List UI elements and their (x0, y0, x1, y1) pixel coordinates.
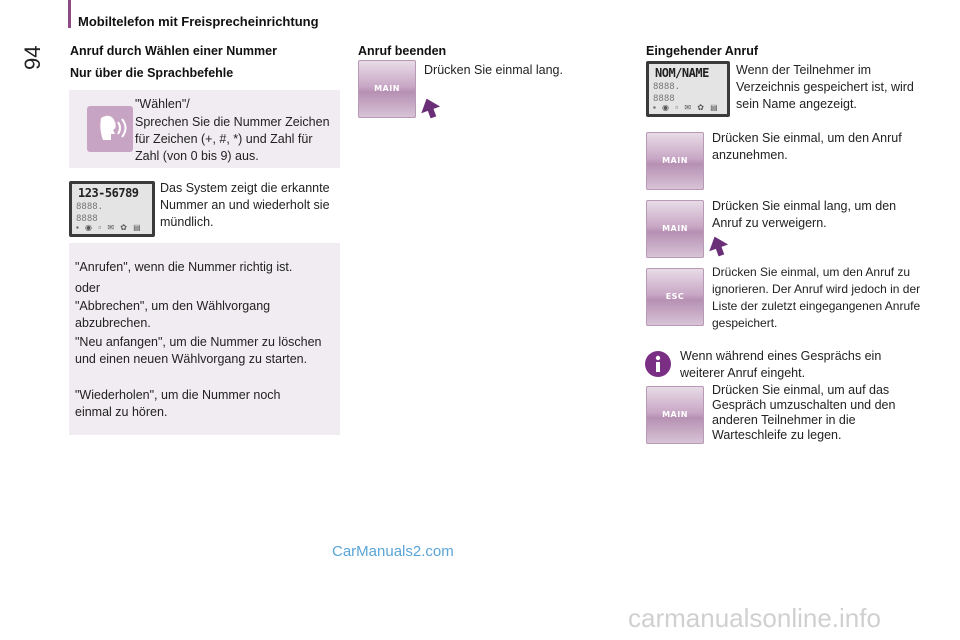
lcd-status-icons: ▪ ◉ ▫ ✉ ✿ ▤ (653, 103, 720, 112)
section-heading-incoming-call: Eingehender Anruf (646, 44, 759, 58)
lcd-row2: 8888. (653, 82, 681, 92)
option-or: oder (75, 281, 101, 295)
long-press-arrow-icon (706, 234, 730, 263)
lcd-display-number (69, 181, 155, 237)
display-description: Das System zeigt die erkannte Nummer an und wiederholt sie mündlich. (160, 181, 330, 229)
page-header-title: Mobiltelefon mit Freisprecheinrichtung (78, 14, 319, 29)
lcd-row3: 8888 (76, 214, 98, 224)
ignore-call-text: Drücken Sie einmal, um den Anruf zu ignorieren. Der Anruf wird jedoch in der Liste der zuletzt eingegangenen Anrufe gespeichert. (712, 265, 921, 330)
main-button (358, 60, 416, 118)
voice-command-dial-label: "Wählen"/ (135, 97, 190, 111)
section-subheading-voice: Nur über die Sprachbefehle (70, 66, 234, 80)
option-restart: "Neu anfangen", um die Nummer zu löschen und einen neuen Wählvorgang zu starten. (75, 335, 322, 366)
name-shown-text: Wenn der Teilnehmer im Verzeichnis gespeichert ist, wird sein Name angezeigt. (736, 63, 914, 111)
esc-button (646, 268, 704, 326)
main-button-reject (646, 200, 704, 258)
header-accent-bar (68, 0, 71, 28)
option-cancel: "Abbrechen", um den Wählvorgang abzubrechen. (75, 299, 271, 330)
section-heading-dial: Anruf durch Wählen einer Nummer (70, 44, 277, 58)
watermark-carmanuals2: CarManuals2.com (332, 543, 454, 560)
watermark-carmanualsonline: carmanualsonline.info (628, 603, 881, 633)
end-call-instruction: Drücken Sie einmal lang. (424, 63, 563, 77)
section-heading-end-call: Anruf beenden (358, 44, 447, 58)
answer-call-text: Drücken Sie einmal, um den Anruf anzunehmen. (712, 131, 902, 162)
main-button-label: MAIN (662, 410, 688, 419)
page-number: 94 (20, 45, 45, 70)
voice-command-icon (81, 100, 139, 158)
second-call-info: Wenn während eines Gesprächs ein weiterer Anruf eingeht. (680, 349, 882, 380)
voice-options-box (69, 243, 340, 435)
esc-button-label: ESC (665, 292, 685, 301)
switch-call-text: Drücken Sie einmal, um auf das Gespräch umzuschalten und den anderen Teilnehmer in die Warteschleife zu legen. (712, 383, 896, 442)
voice-command-box (69, 90, 340, 168)
main-button-label: MAIN (662, 156, 688, 165)
voice-command-instruction: Sprechen Sie die Nummer Zeichen für Zeichen (+, #, *) und Zahl für Zahl (von 0 bis 9) aus. (135, 115, 330, 163)
main-button-label: MAIN (662, 224, 688, 233)
lcd-name-text: NOM/NAME (655, 66, 709, 80)
lcd-row2: 8888. (76, 202, 104, 212)
long-press-arrow-icon (418, 96, 442, 125)
lcd-display-name (646, 61, 730, 117)
main-button-label: MAIN (374, 84, 400, 93)
option-repeat: "Wiederholen", um die Nummer noch einmal zu hören. (75, 388, 281, 419)
info-icon (644, 350, 672, 383)
reject-call-text: Drücken Sie einmal lang, um den Anruf zu verweigern. (712, 199, 897, 230)
lcd-number-text: 123-56789 (78, 186, 139, 200)
lcd-status-icons: ▪ ◉ ▫ ✉ ✿ ▤ (76, 223, 143, 232)
lcd-row3: 8888 (653, 94, 675, 104)
option-call: "Anrufen", wenn die Nummer richtig ist. (75, 260, 293, 274)
main-button-switch (646, 386, 704, 444)
main-button-answer (646, 132, 704, 190)
